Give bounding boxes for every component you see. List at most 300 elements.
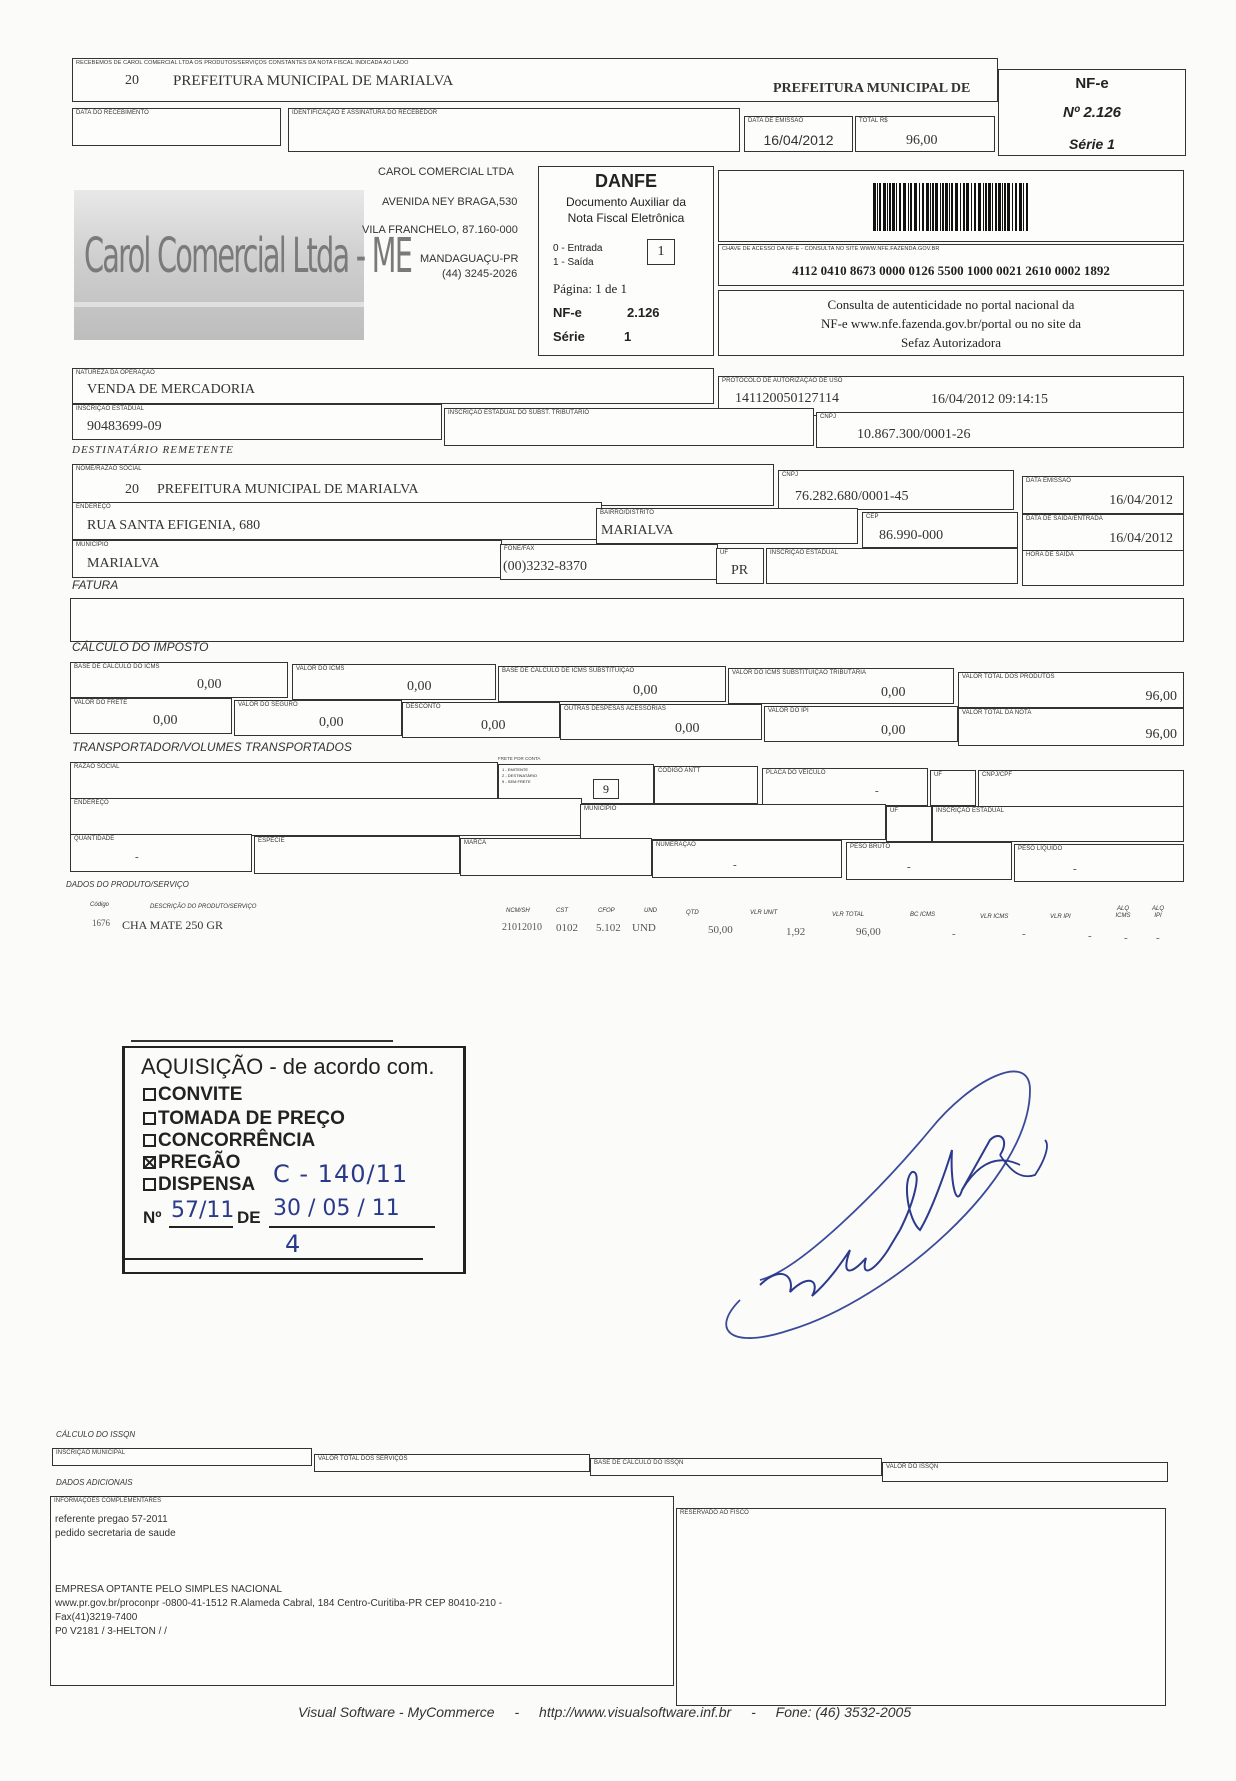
reserved-label: RESERVADO AO FISCO <box>680 1510 749 1516</box>
services-total-box <box>314 1454 590 1472</box>
stamp-n-underline <box>169 1226 233 1228</box>
danfe-type-box <box>647 239 675 265</box>
receipt-signature-box <box>288 108 740 152</box>
barcode-bar <box>877 183 878 231</box>
net-weight-label: PESO LÍQUIDO <box>1018 846 1063 852</box>
reserved-box <box>676 1508 1166 1706</box>
barcode-bar <box>1004 183 1006 231</box>
recipient-uf: PR <box>731 563 749 578</box>
recipient-uf-label: UF <box>720 550 729 556</box>
bc-icms-box <box>70 662 288 698</box>
recipient-district-box <box>596 508 858 544</box>
carrier-ie-box <box>932 806 1184 842</box>
nature-box <box>72 368 714 404</box>
barcode-bar <box>942 183 944 231</box>
danfe-nfe-label: NF-e <box>553 305 582 320</box>
stamp-option-concorrencia-label: CONCORRÊNCIA <box>158 1130 316 1151</box>
receipt-nfe-label: NF-e <box>1075 75 1109 92</box>
recipient-cnpj-box <box>778 470 1014 510</box>
stamp-option-tomada-label: TOMADA DE PREÇO <box>158 1108 345 1129</box>
tax-section-title: CÁLCULO DO IMPOSTO <box>72 640 209 654</box>
invoice-box <box>70 598 1184 642</box>
qty-value: - <box>135 851 139 863</box>
stamp-title: AQUISIÇÃO - de acordo com. <box>141 1054 435 1079</box>
barcode-bar <box>1002 183 1003 231</box>
municipal-reg-box <box>52 1448 312 1466</box>
ie-st-label: INSCRIÇÃO ESTADUAL DO SUBST. TRIBUTÁRIO <box>448 410 590 416</box>
plate-box <box>762 768 928 806</box>
other-expenses-value: 0,00 <box>675 721 700 736</box>
receipt-recipient-short: PREFEITURA MUNICIPAL DE <box>773 81 971 96</box>
freight-box <box>70 698 232 734</box>
emitter-city: MANDAGUAÇU-PR <box>420 253 519 265</box>
products-col-alq-ipi: ALQ IPI <box>1151 906 1164 919</box>
freight-value: 0,00 <box>153 713 178 728</box>
bc-icms-label: BASE DE CÁLCULO DO ICMS <box>74 664 160 670</box>
logo-stripe <box>74 302 364 307</box>
additional-info-label: INFORMAÇÕES COMPLEMENTARES <box>54 1498 162 1504</box>
freight-by-value: 9 <box>603 782 609 796</box>
insurance-label: VALOR DO SEGURO <box>238 702 298 708</box>
barcode-bar <box>1012 183 1013 231</box>
barcode-bar <box>879 183 881 231</box>
convite-checkbox-icon <box>143 1088 156 1101</box>
carrier-cnpj-label: CNPJ/CPF <box>982 772 1013 778</box>
barcode-bar <box>910 183 912 231</box>
receipt-signature-label: IDENTIFICAÇÃO E ASSINATURA DO RECEBEDOR <box>292 110 438 116</box>
products-col-icms: VLR ICMS <box>980 914 1009 920</box>
recipient-exit-date-label: DATA DE SAÍDA/ENTRADA <box>1026 516 1103 522</box>
info-line-8: Fax(41)3219-7400 <box>55 1612 138 1623</box>
brand-label: MARCA <box>464 840 487 846</box>
barcode-bar <box>926 183 929 231</box>
freight-by-value-box <box>593 779 619 799</box>
stamp-option-convite <box>143 1084 242 1106</box>
info-line-5 <box>55 1569 502 1583</box>
antt-box <box>654 766 758 804</box>
danfe-serie-value: 1 <box>624 329 632 344</box>
invoice-section-title: FATURA <box>72 578 119 592</box>
carrier-name-label: RAZÃO SOCIAL <box>74 764 120 770</box>
protocol-date: 16/04/2012 09:14:15 <box>931 392 1049 407</box>
barcode-bar <box>955 183 958 231</box>
emitter-cnpj-box <box>816 412 1184 448</box>
products-col-cfop: CFOP <box>598 908 615 914</box>
info-line-1: referente pregao 57-2011 <box>55 1514 168 1525</box>
stamp-n-label: Nº <box>143 1208 162 1227</box>
insurance-box <box>234 700 402 736</box>
species-box <box>254 836 460 874</box>
barcode-bar <box>966 183 969 231</box>
consult-box <box>718 290 1184 356</box>
freight-opt-3: 9 - SEM FRETE <box>502 779 531 784</box>
products-col-und: UND <box>644 908 657 914</box>
danfe-subtitle2: Nota Fiscal Eletrônica <box>567 211 685 225</box>
info-line-7: www.pr.gov.br/proconpr -0800-41-1512 R.Alameda Cabral, 184 Centro-Curitiba-PR CEP 80410-210 - <box>55 1598 503 1609</box>
receipt-header-box <box>72 58 998 102</box>
stamp-option-concorrencia <box>143 1130 315 1152</box>
carrier-uf-label: UF <box>934 772 943 778</box>
pregao-checkbox-checked-icon <box>143 1156 156 1169</box>
bc-st-box <box>498 666 726 702</box>
icms-st-value: 0,00 <box>881 685 906 700</box>
recipient-district-label: BAIRRO/DISTRITO <box>600 510 655 516</box>
row-und: UND <box>632 922 656 934</box>
invoice-total-value: 96,00 <box>1145 727 1177 742</box>
ipi-label: VALOR DO IPI <box>768 708 809 714</box>
danfe-page: Página: 1 de 1 <box>553 281 628 296</box>
barcode-bar <box>873 183 876 231</box>
danfe-saida: 1 - Saída <box>553 257 594 268</box>
row-qtd: 50,00 <box>708 924 733 936</box>
plate-label: PLACA DO VEÍCULO <box>766 770 826 776</box>
recipient-exit-date: 16/04/2012 <box>1109 531 1173 546</box>
carrier-city-box <box>580 804 886 840</box>
footer <box>298 1704 911 1720</box>
emitter-cnpj-label: CNPJ <box>820 414 837 420</box>
receipt-total-box <box>855 116 995 152</box>
recipient-address-box <box>72 502 602 540</box>
recipient-cnpj: 76.282.680/0001-45 <box>795 489 909 504</box>
barcode-bar <box>899 183 901 231</box>
barcode-bar <box>998 183 1001 231</box>
stamp-option-pregao <box>143 1152 240 1174</box>
discount-label: DESCONTO <box>406 704 441 710</box>
municipal-reg-label: INSCRIÇÃO MUNICIPAL <box>56 1450 126 1456</box>
stamp-date-label: DE <box>237 1208 261 1227</box>
recipient-uf-box <box>716 548 764 584</box>
consult-line3: Sefaz Autorizadora <box>901 335 1001 350</box>
barcode-bar <box>978 183 981 231</box>
barcode-bar <box>1026 183 1028 231</box>
barcode-bar <box>951 183 953 231</box>
freight-label: VALOR DO FRETE <box>74 700 128 706</box>
bc-st-label: BASE DE CÁLCULO DE ICMS SUBSTITUIÇÃO <box>502 668 635 674</box>
emitter-district: VILA FRANCHELO, 87.160-000 <box>362 224 518 236</box>
barcode-bar <box>960 183 961 231</box>
recipient-emission-box <box>1022 476 1184 514</box>
barcode-bar <box>887 183 888 231</box>
footer-software: Visual Software - MyCommerce <box>298 1704 495 1720</box>
barcode-bar <box>896 183 897 231</box>
carrier-uf2-box <box>886 806 932 842</box>
additional-section-title: DADOS ADICIONAIS <box>56 1478 133 1487</box>
stamp-n-value: 57/11 <box>171 1198 235 1223</box>
brand-box <box>460 838 652 876</box>
discount-box <box>402 702 560 738</box>
barcode-bar <box>945 183 948 231</box>
icms-st-box <box>728 668 954 704</box>
nature-label: NATUREZA DA OPERAÇÃO <box>76 370 155 376</box>
info-line-3 <box>55 1541 502 1555</box>
recipient-exit-date-box <box>1022 514 1184 552</box>
ipi-value: 0,00 <box>881 723 906 738</box>
ie-value: 90483699-09 <box>87 419 162 434</box>
issqn-base-box <box>590 1458 882 1476</box>
products-col-code: Código <box>90 902 110 908</box>
bc-icms-value: 0,00 <box>197 677 222 692</box>
recipient-cep: 86.990-000 <box>879 528 944 543</box>
additional-info-lines <box>55 1513 502 1639</box>
ie-st-box <box>444 408 814 446</box>
company-logo <box>74 190 412 340</box>
numbering-value: - <box>733 859 737 871</box>
acquisition-stamp <box>122 1046 466 1274</box>
receipt-total-label: TOTAL R$ <box>859 118 888 124</box>
access-key-box <box>718 244 1184 286</box>
products-col-qtd: QTD <box>686 910 699 916</box>
carrier-name-box <box>70 762 498 800</box>
ie-label: INSCRIÇÃO ESTADUAL <box>76 406 145 412</box>
recipient-emission: 16/04/2012 <box>1109 493 1173 508</box>
stamp-bottom-rule <box>125 1258 423 1260</box>
receipt-emission-box <box>744 116 853 152</box>
receipt-header-text: RECEBEMOS DE CAROL COMERCIAL LTDA OS PRODUTOS/SERVIÇOS CONSTANTES DA NOTA FISCAL INDICADA AO LADO <box>76 60 409 66</box>
row-bc-icms: - <box>952 928 956 940</box>
gross-weight-value: - <box>907 861 911 873</box>
recipient-cep-box <box>862 512 1018 548</box>
bc-st-value: 0,00 <box>633 683 658 698</box>
barcode-bar <box>988 183 991 231</box>
recipient-cep-label: CEP <box>866 514 879 520</box>
products-section-title: DADOS DO PRODUTO/SERVIÇO <box>66 880 189 889</box>
issqn-section-title: CÁLCULO DO ISSQN <box>56 1430 136 1439</box>
ipi-box <box>764 706 958 742</box>
icms-value: 0,00 <box>407 679 432 694</box>
products-total-label: VALOR TOTAL DOS PRODUTOS <box>962 674 1055 680</box>
row-alq-icms: - <box>1124 932 1128 944</box>
carrier-address-label: ENDEREÇO <box>74 800 109 806</box>
recipient-name-box <box>72 464 774 506</box>
row-ipi: - <box>1088 930 1092 942</box>
products-col-alq-icms: ALQ ICMS <box>1115 906 1131 919</box>
consult-line1: Consulta de autenticidade no portal nacional da <box>827 297 1075 312</box>
gross-weight-box <box>846 842 1012 880</box>
stamp-option-dispensa <box>143 1174 255 1196</box>
stamp-date-underline <box>269 1226 435 1228</box>
danfe-serie-label: Série <box>553 329 585 344</box>
footer-phone: Fone: (46) 3532-2005 <box>775 1704 912 1720</box>
recipient-city-box <box>72 540 502 578</box>
barcode-bar <box>919 183 920 231</box>
barcode-box <box>718 170 1184 242</box>
carrier-uf2-label: UF <box>890 808 899 814</box>
recipient-city: MARIALVA <box>87 556 160 571</box>
icms-st-label: VALOR DO ICMS SUBSTITUIÇÃO TRIBUTÁRIA <box>732 670 867 676</box>
recipient-city-label: MUNICÍPIO <box>76 542 109 548</box>
numbering-label: NUMERAÇÃO <box>656 842 696 848</box>
carrier-uf-box <box>930 770 976 806</box>
qty-box <box>70 834 252 872</box>
barcode-bar <box>992 183 993 231</box>
barcode-bar <box>932 183 934 231</box>
recipient-exit-time-box <box>1022 550 1184 586</box>
recipient-cnpj-label: CNPJ <box>782 472 799 478</box>
icms-label: VALOR DO ICMS <box>296 666 345 672</box>
barcode-bar <box>949 183 950 231</box>
recipient-address-label: ENDEREÇO <box>76 504 111 510</box>
discount-value: 0,00 <box>481 718 506 733</box>
handwritten-signature <box>700 1060 1080 1350</box>
barcode-bar <box>940 183 941 231</box>
receipt-nfe-serie: Série 1 <box>1069 136 1115 152</box>
stamp-option-dispensa-label: DISPENSA <box>158 1174 256 1195</box>
recipient-exit-time-label: HORA DE SAÍDA <box>1026 552 1074 558</box>
products-col-bc-icms: BC ICMS <box>910 912 936 918</box>
insurance-value: 0,00 <box>319 715 344 730</box>
barcode-bar <box>914 183 917 231</box>
issqn-value-label: VALOR DO ISSQN <box>886 1464 939 1470</box>
barcode-bar <box>995 183 997 231</box>
net-weight-box <box>1014 844 1184 882</box>
barcode <box>873 183 1031 231</box>
protocol-label: PROTOCOLO DE AUTORIZAÇÃO DE USO <box>722 378 843 384</box>
receipt-emission-value: 16/04/2012 <box>763 132 834 148</box>
receipt-nfe-box <box>998 69 1186 156</box>
row-code: 1676 <box>92 918 110 928</box>
recipient-ie-box <box>766 548 1018 584</box>
species-label: ESPÉCIE <box>258 838 285 844</box>
stamp-process-handwritten: C - 140/11 <box>273 1160 409 1188</box>
stamp-date-value: 30 / 05 / 11 <box>273 1196 400 1221</box>
row-cfop: 5.102 <box>596 922 621 934</box>
emitter-cnpj-value: 10.867.300/0001-26 <box>857 427 971 442</box>
numbering-box <box>652 840 842 878</box>
ie-box <box>72 404 442 440</box>
carrier-address-box <box>70 798 582 836</box>
receipt-recipient-name: PREFEITURA MUNICIPAL DE MARIALVA <box>173 73 454 89</box>
barcode-bar <box>1015 183 1017 231</box>
carrier-ie-label: INSCRIÇÃO ESTADUAL <box>936 808 1005 814</box>
recipient-district: MARIALVA <box>601 523 674 538</box>
services-total-label: VALOR TOTAL DOS SERVIÇOS <box>318 1456 408 1462</box>
danfe-entrada: 0 - Entrada <box>553 243 603 254</box>
products-col-desc: DESCRIÇÃO DO PRODUTO/SERVIÇO <box>150 904 257 910</box>
freight-opt-1: 1 - EMITENTE <box>502 767 529 772</box>
invoice-total-box <box>958 708 1184 746</box>
protocol-value: 141120050127114 <box>735 391 839 406</box>
recipient-section-title: DESTINATÁRIO REMETENTE <box>72 444 234 456</box>
emitter-name: CAROL COMERCIAL LTDA <box>378 166 514 178</box>
receipt-date-box <box>72 108 281 146</box>
recipient-ie-label: INSCRIÇÃO ESTADUAL <box>770 550 839 556</box>
recipient-address: RUA SANTA EFIGENIA, 680 <box>87 518 261 533</box>
transport-section-title: TRANSPORTADOR/VOLUMES TRANSPORTADOS <box>72 740 352 754</box>
nature-value: VENDA DE MERCADORIA <box>87 382 255 397</box>
barcode-bar <box>908 183 909 231</box>
tomada-checkbox-icon <box>143 1112 156 1125</box>
emitter-phone: (44) 3245-2026 <box>442 268 518 280</box>
row-icms: - <box>1022 928 1026 940</box>
row-total: 96,00 <box>856 926 881 938</box>
recipient-phone-label: FONE/FAX <box>504 546 535 552</box>
products-col-cst: CST <box>556 908 568 914</box>
issqn-value-box <box>882 1462 1168 1482</box>
stamp-top-rule <box>131 1040 393 1042</box>
other-expenses-label: OUTRAS DESPESAS ACESSÓRIAS <box>564 706 666 712</box>
dispensa-checkbox-icon <box>143 1178 156 1191</box>
products-col-ipi: VLR IPI <box>1050 914 1071 920</box>
icms-box <box>292 664 496 700</box>
carrier-city-label: MUNICÍPIO <box>584 806 617 812</box>
barcode-bar <box>963 183 965 231</box>
barcode-bar <box>892 183 895 231</box>
danfe-nfe-value: 2.126 <box>627 305 660 320</box>
row-cst: 0102 <box>556 922 578 934</box>
barcode-bar <box>974 183 976 231</box>
barcode-bar <box>922 183 924 231</box>
barcode-bar <box>985 183 987 231</box>
danfe-type-value: 1 <box>657 244 665 259</box>
stamp-option-tomada <box>143 1108 345 1130</box>
footer-sep2: - <box>751 1704 756 1720</box>
barcode-bar <box>1007 183 1010 231</box>
freight-by-label: FRETE POR CONTA <box>498 756 541 761</box>
row-alq-ipi: - <box>1156 932 1160 944</box>
danfe-box <box>538 166 714 356</box>
products-col-total: VLR TOTAL <box>832 912 865 918</box>
footer-sep1: - <box>514 1704 520 1720</box>
barcode-bar <box>930 183 931 231</box>
plate-value: - <box>875 785 879 797</box>
receipt-recipient-code: 20 <box>125 73 139 88</box>
recipient-phone: (00)3232-8370 <box>503 559 587 574</box>
barcode-bar <box>935 183 938 231</box>
row-ncm: 21012010 <box>502 922 542 933</box>
receipt-emission-label: DATA DE EMISSÃO <box>748 118 804 124</box>
recipient-name-label: NOME/RAZÃO SOCIAL <box>76 466 142 472</box>
other-expenses-box <box>560 704 762 740</box>
recipient-phone-box <box>500 544 718 580</box>
carrier-cnpj-box <box>978 770 1184 808</box>
recipient-emission-label: DATA EMISSÃO <box>1026 478 1071 484</box>
access-key: 4112 0410 8673 0000 0126 5500 1000 0021 2610 0002 1892 <box>792 263 1110 278</box>
products-col-unit: VLR UNIT <box>750 910 778 916</box>
freight-opt-2: 2 - DESTINATÁRIO <box>502 773 538 778</box>
recipient-name: PREFEITURA MUNICIPAL DE MARIALVA <box>157 482 419 497</box>
emitter-address: AVENIDA NEY BRAGA,530 <box>382 196 518 208</box>
concorrencia-checkbox-icon <box>143 1134 156 1147</box>
products-col-ncm: NCM/SH <box>506 908 530 914</box>
barcode-bar <box>903 183 906 231</box>
access-key-label: CHAVE DE ACESSO DA NF-E - CONSULTA NO SITE WWW.NFE.FAZENDA.GOV.BR <box>722 246 940 252</box>
danfe-subtitle1: Documento Auxiliar da <box>565 195 687 209</box>
footer-url[interactable]: http://www.visualsoftware.inf.br <box>539 1704 732 1720</box>
stamp-extra-value: 4 <box>285 1230 301 1258</box>
net-weight-value: - <box>1073 863 1077 875</box>
invoice-total-label: VALOR TOTAL DA NOTA <box>962 710 1032 716</box>
barcode-bar <box>1023 183 1024 231</box>
products-total-value: 96,00 <box>1145 689 1177 704</box>
barcode-bar <box>883 183 886 231</box>
row-desc: CHA MATE 250 GR <box>122 918 224 932</box>
qty-label: QUANTIDADE <box>74 836 115 842</box>
consult-line2: NF-e www.nfe.fazenda.gov.br/portal ou no site da <box>820 316 1082 331</box>
receipt-nfe-number: Nº 2.126 <box>1062 104 1121 121</box>
info-line-9: P0 V2181 / 3-HELTON / / <box>55 1626 167 1637</box>
row-unit: 1,92 <box>786 926 806 938</box>
gross-weight-label: PESO BRUTO <box>850 844 891 850</box>
receipt-date-label: DATA DO RECEBIMENTO <box>76 110 149 116</box>
barcode-bar <box>983 183 984 231</box>
products-total-box <box>958 672 1184 708</box>
company-logo-text: Carol Comercial Ltda - ME <box>84 228 412 284</box>
additional-info-box <box>50 1496 674 1686</box>
stamp-option-pregao-label: PREGÃO <box>158 1152 241 1173</box>
danfe-title: DANFE <box>595 171 657 191</box>
barcode-bar <box>889 183 891 231</box>
barcode-bar <box>1019 183 1022 231</box>
